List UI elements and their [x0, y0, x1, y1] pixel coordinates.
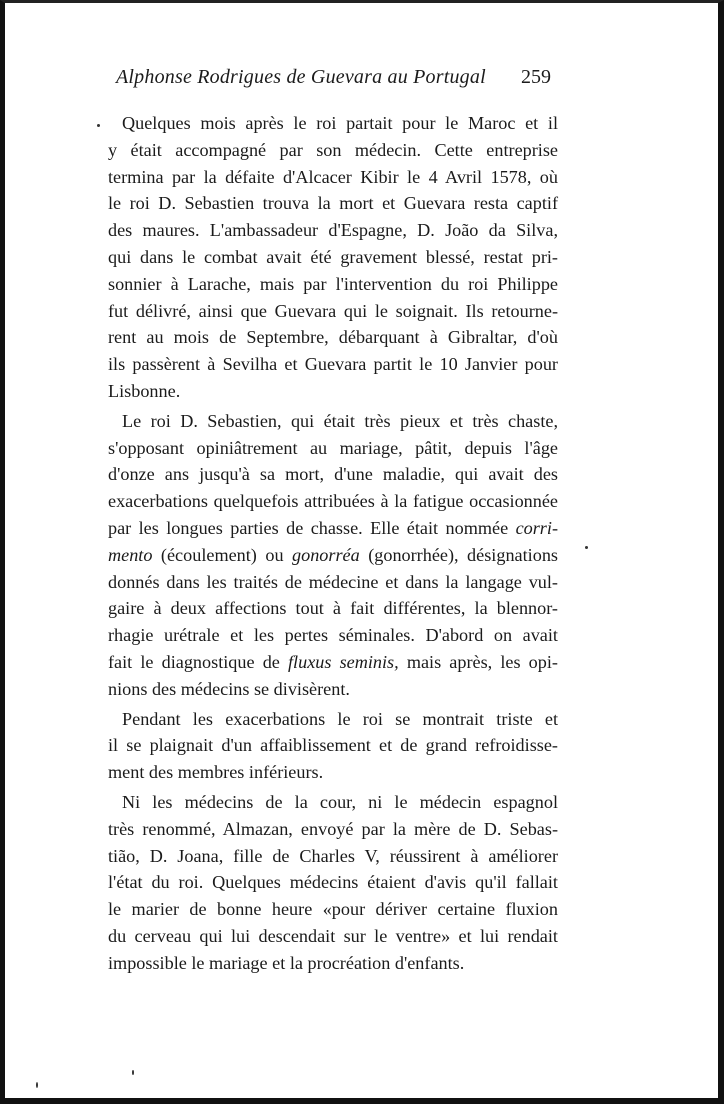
text-line: impossible le mariage et la procréation d'enfants. [108, 952, 465, 973]
text-line: fut délivré, ainsi que Guevara qui le soignait. Ils retourne- [108, 300, 558, 321]
text-run: (gonorrhée), désignations [359, 544, 558, 565]
text-line: Le roi D. Sebastien, qui était très pieux et très chaste, [122, 410, 558, 431]
italic-term: gonorréa [292, 544, 360, 565]
text-run: mais après, les opi- [398, 651, 558, 672]
text-run: (écoulement) ou [152, 544, 293, 565]
text-run: fait le diagnostique de [108, 651, 288, 672]
text-line: d'onze ans jusqu'à sa mort, d'une maladie, qui avait des [108, 464, 558, 485]
text-line: y était accompagné par son médecin. Cette entreprise [108, 139, 558, 160]
italic-term: fluxus seminis, [288, 651, 399, 672]
text-line: le roi D. Sebastien trouva la mort et Guevara resta captif [108, 193, 558, 214]
text-line: des maures. L'ambassadeur d'Espagne, D. João da Silva, [108, 220, 558, 241]
scan-speck [97, 124, 100, 127]
scan-speck [36, 1082, 38, 1088]
text-line: l'état du roi. Quelques médecins étaient d'avis qu'il fallait [108, 872, 558, 893]
paragraph [108, 789, 558, 977]
text-line: Quelques mois après le roi partait pour le Maroc et il [122, 113, 558, 133]
text-line: Pendant les exacerbations le roi se montrait triste et [122, 708, 558, 729]
text-line: du cerveau qui lui descendait sur le ventre» et lui rendait [108, 925, 558, 946]
text-line: Lisbonne. [108, 380, 181, 401]
text-line: termina par la défaite d'Alcacer Kibir le 4 Avril 1578, où [108, 166, 558, 187]
text-line: qui dans le combat avait été gravement blessé, restat pri- [108, 246, 558, 267]
scan-speck [585, 546, 588, 549]
text-line [108, 542, 558, 569]
italic-term: mento [108, 544, 153, 565]
text-line: il se plaignait d'un affaiblissement et de grand refroidisse- [108, 735, 558, 756]
text-line: ils passèrent à Sevilha et Guevara partit le 10 Janvier pour [108, 354, 558, 375]
body-text [108, 110, 558, 977]
italic-term: corri- [515, 517, 558, 538]
text-line: ment des membres inférieurs. [108, 762, 324, 783]
text-line [108, 649, 558, 676]
text-line: s'opposant opiniâtrement au mariage, pâtit, depuis l'âge [108, 437, 558, 458]
text-line: très renommé, Almazan, envoyé par la mère de D. Sebas- [108, 818, 558, 839]
page-number: 259 [521, 66, 551, 88]
text-line: gaire à deux affections tout à fait différentes, la blennor- [108, 598, 558, 619]
text-line: le marier de bonne heure «pour dériver certaine fluxion [108, 899, 558, 920]
scan-speck [132, 1070, 134, 1075]
text-line: Ni les médecins de la cour, ni le médecin espagnol [122, 791, 558, 812]
text-line: nions des médecins se divisèrent. [108, 678, 350, 699]
running-head [0, 66, 724, 92]
text-line: sonnier à Larache, mais par l'intervention du roi Philippe [108, 273, 558, 294]
text-line: rent au mois de Septembre, débarquant à Gibraltar, d'où [108, 327, 558, 348]
text-line: rhagie urétrale et les pertes séminales. D'abord on avait [108, 625, 558, 646]
text-run: par les longues parties de chasse. Elle était nommée [108, 517, 516, 538]
paragraph [108, 706, 558, 786]
text-line: exacerbations quelquefois attribuées à la fatigue occasionnée [108, 491, 558, 512]
paragraph [108, 408, 558, 703]
text-line: tião, D. Joana, fille de Charles V, réussirent à améliorer [108, 845, 558, 866]
text-line [108, 515, 558, 542]
paragraph [108, 110, 558, 405]
text-line: donnés dans les traités de médecine et dans la langage vul- [108, 571, 558, 592]
running-title: Alphonse Rodrigues de Guevara au Portugal [116, 66, 486, 88]
